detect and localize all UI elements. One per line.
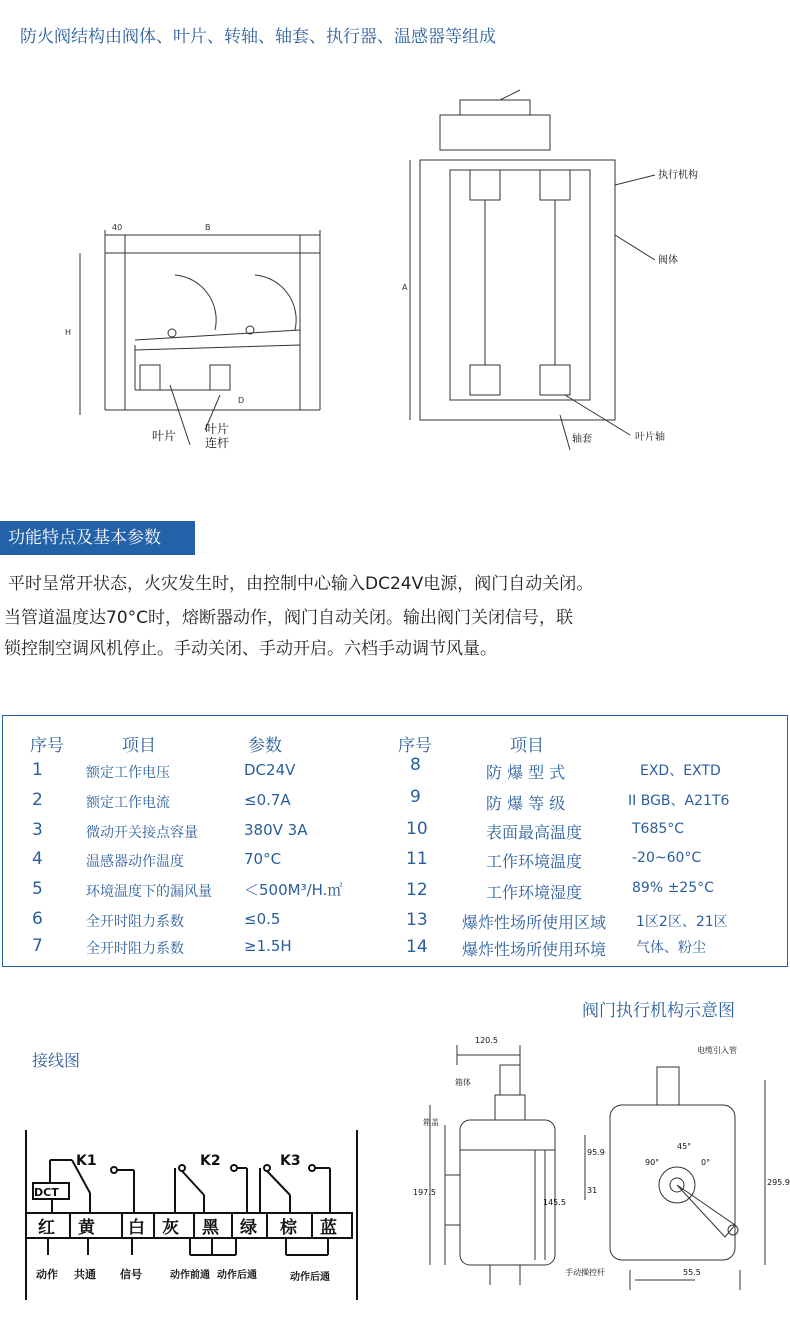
description-line-3: 锁控制空调风机停止。手动关闭、手动开启。六档手动调节风量。 [4, 639, 497, 659]
row-3-value: 380V 3A [244, 821, 308, 839]
row-13-no: 13 [406, 910, 428, 930]
row-10-no: 10 [406, 819, 428, 839]
row-14-value: 气体、粉尘 [636, 940, 706, 956]
row-2-no: 2 [32, 790, 43, 810]
row-1-no: 1 [32, 760, 43, 780]
row-12-no: 12 [406, 880, 428, 900]
wire-label-signal: 信号 [120, 1268, 142, 1281]
blade-shaft-label: 叶片轴 [635, 432, 665, 443]
dim-295-9: 295.9 [767, 1178, 790, 1187]
row-4-no: 4 [32, 849, 43, 869]
row-13-value: 1区2区、21区 [636, 914, 728, 930]
k1-label: K1 [76, 1153, 97, 1169]
wire-label-post-action-2: 动作后通 [290, 1272, 330, 1283]
k3-label: K3 [280, 1153, 301, 1169]
row-9-value: II BGB、A21T6 [628, 793, 730, 809]
dct-label: DCT [34, 1186, 59, 1199]
box-body-label: 箱体 [455, 1078, 471, 1087]
left-structure-drawing [60, 215, 360, 475]
actuator-label: 执行机构 [658, 170, 698, 181]
terminal-white: 白 [128, 1218, 145, 1238]
terminal-yellow: 黄 [78, 1218, 95, 1238]
row-6-no: 6 [32, 909, 43, 929]
row-9-item: 防 爆 等 级 [486, 794, 566, 813]
wire-label-post-action-1: 动作后通 [217, 1270, 257, 1281]
dim-145-5: 145.5 [543, 1198, 566, 1207]
terminal-green: 绿 [240, 1218, 257, 1238]
row-9-no: 9 [410, 787, 421, 807]
description-line-2: 当管道温度达70°C时，熔断器动作，阀门自动关闭。输出阀门关闭信号，联 [4, 608, 574, 628]
row-13-item: 爆炸性场所使用区域 [462, 913, 607, 932]
row-4-value: 70°C [244, 850, 282, 868]
dim-31: 31 [587, 1186, 598, 1195]
actuator-diagram-title: 阀门执行机构示意图 [582, 1001, 735, 1021]
row-7-no: 7 [32, 936, 43, 956]
row-10-value: T685°C [632, 821, 685, 837]
header-no-left: 序号 [30, 736, 64, 756]
row-14-no: 14 [406, 937, 428, 957]
blade-link-label-line2: 连杆 [205, 436, 230, 450]
row-11-value: -20~60°C [632, 850, 702, 866]
terminal-brown: 棕 [280, 1218, 297, 1238]
dim-d-label: D [238, 396, 245, 405]
row-8-no: 8 [410, 755, 421, 775]
dim-h-label: H [65, 328, 72, 337]
row-11-item: 工作环境温度 [486, 852, 583, 871]
row-3-no: 3 [32, 820, 43, 840]
row-12-value: 89% ±25°C [632, 880, 714, 896]
header-item-right: 项目 [510, 736, 544, 756]
row-7-value: ≥1.5H [244, 937, 292, 955]
description-line-1: 平时呈常开状态，火灾发生时，由控制中心输入DC24V电源，阀门自动关闭。 [8, 574, 594, 594]
row-3-item: 微动开关接点容量 [86, 825, 198, 841]
row-2-item: 额定工作电流 [86, 795, 170, 811]
wire-label-pre-action: 动作前通 [170, 1270, 210, 1281]
wire-label-action: 动作 [36, 1268, 58, 1281]
k2-label: K2 [200, 1153, 221, 1169]
angle-90: 90° [645, 1158, 660, 1167]
dim-55-5: 55.5 [683, 1268, 701, 1277]
valve-body-label: 阀体 [658, 255, 678, 266]
row-5-no: 5 [32, 879, 43, 899]
terminal-blue: 蓝 [320, 1218, 337, 1238]
dim-a-label: A [402, 283, 408, 292]
blade-link-label-line1: 叶片 [205, 422, 230, 436]
angle-45: 45° [677, 1142, 692, 1151]
wire-label-common: 共通 [74, 1268, 96, 1281]
row-11-no: 11 [406, 849, 428, 869]
angle-0: 0° [701, 1158, 711, 1167]
header-item-left: 项目 [122, 736, 156, 756]
right-structure-drawing [400, 85, 720, 465]
sleeve-label: 轴套 [572, 434, 592, 445]
section-title-features: 功能特点及基本参数 [0, 521, 195, 555]
box-cover-label: 箱盖 [423, 1118, 439, 1127]
row-1-value: DC24V [244, 761, 296, 779]
header-param: 参数 [248, 736, 282, 756]
dim-40-label: 40 [112, 223, 123, 232]
row-2-value: ≤0.7A [244, 791, 291, 809]
row-1-item: 额定工作电压 [86, 765, 170, 781]
dim-197-5: 197.5 [413, 1188, 436, 1197]
manual-lever-label: 手动操控杆 [565, 1268, 605, 1277]
blade-label: 叶片 [152, 429, 177, 443]
dim-b-label: B [205, 223, 211, 232]
row-4-item: 温感器动作温度 [86, 854, 184, 870]
header-no-right: 序号 [398, 736, 432, 756]
row-8-value: EXD、EXTD [640, 763, 721, 779]
dim-120-5: 120.5 [475, 1036, 498, 1045]
terminal-black: 黑 [202, 1218, 219, 1238]
wiring-diagram-title: 接线图 [32, 1051, 81, 1070]
row-8-item: 防 爆 型 式 [486, 763, 566, 782]
row-5-value: ＜500M³/H.㎡ [244, 881, 343, 899]
cable-entry-label: 电缆引入管 [697, 1046, 737, 1055]
dim-95-9: 95.9 [587, 1148, 605, 1157]
wiring-diagram [22, 1130, 362, 1305]
row-5-item: 环境温度下的漏风量 [86, 884, 212, 900]
row-6-value: ≤0.5 [244, 910, 281, 928]
row-10-item: 表面最高温度 [486, 823, 583, 842]
actuator-drawing [405, 1025, 790, 1325]
row-12-item: 工作环境湿度 [486, 883, 583, 902]
terminal-red: 红 [38, 1218, 55, 1238]
terminal-gray: 灰 [162, 1218, 179, 1238]
row-6-item: 全开时阻力系数 [86, 914, 184, 930]
page-title: 防火阀结构由阀体、叶片、转轴、轴套、执行器、温感器等组成 [20, 27, 496, 47]
row-14-item: 爆炸性场所使用环境 [462, 940, 607, 959]
row-7-item: 全开时阻力系数 [86, 941, 184, 957]
